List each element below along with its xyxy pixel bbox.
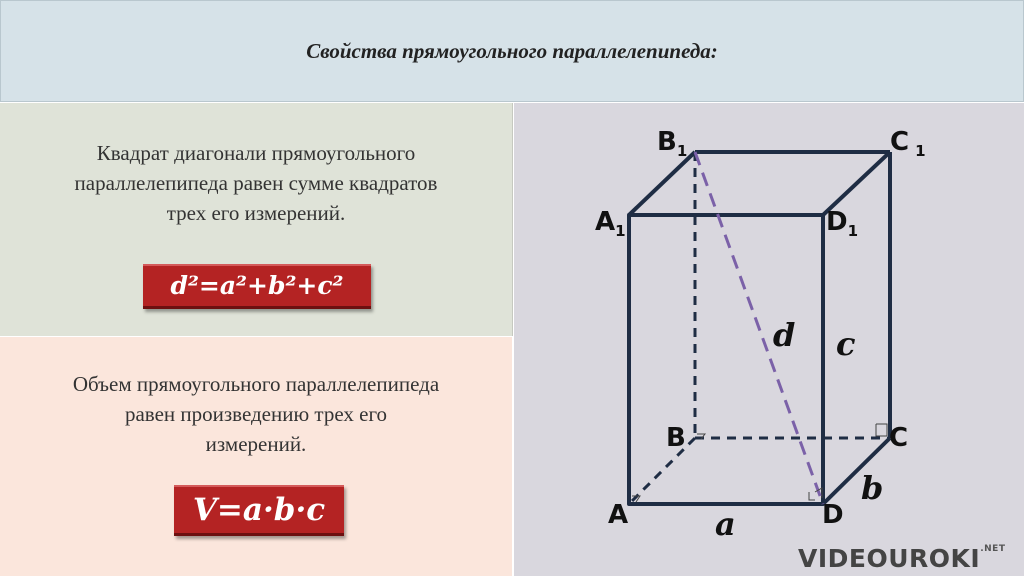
vertex-label-c: C (889, 423, 909, 453)
label-a: a (715, 505, 736, 543)
diagonal-d (695, 152, 823, 504)
text-line: Объем прямоугольного параллелепипеда (72, 372, 440, 396)
diagonal-formula: d²=a²+b²+c² (143, 264, 371, 309)
text-line: параллелепипеда равен сумме квадратов (74, 171, 438, 195)
vertex-label-b1: $B_1$ (657, 127, 688, 160)
vertex-label-b: B (666, 423, 686, 453)
text-line: Квадрат диагонали прямоугольного (96, 141, 416, 165)
text-line: трех его измерений. (166, 201, 346, 225)
text-line: измерений. (205, 432, 307, 456)
vertex-label-a1: $A_1$ (595, 207, 626, 240)
volume-formula: V=a·b·c (174, 485, 344, 536)
edge-a1b1 (629, 152, 695, 215)
label-c: c (836, 325, 856, 363)
vertex-label-d: D (822, 500, 844, 530)
edge-c1d1 (823, 152, 890, 215)
right-angle-mark (876, 424, 887, 436)
vertex-label-c1: C $_1$ (890, 127, 926, 160)
right-angle-mark (876, 424, 887, 436)
vertex-label-a: A (608, 500, 629, 530)
logo-suffix: .NET (980, 544, 1006, 554)
right-angle-mark (809, 492, 815, 500)
text-line: равен произведению трех его (124, 402, 388, 426)
vertex-label-d1: $D_1$ (826, 207, 859, 240)
label-d: d (773, 316, 796, 354)
slide-title: Свойства прямоугольного параллелепипеда: (306, 39, 718, 63)
videouroki-logo (798, 544, 1005, 573)
front-face (629, 215, 823, 504)
label-b: b (861, 469, 884, 507)
logo-text: VIDEOUROKI (798, 544, 981, 573)
